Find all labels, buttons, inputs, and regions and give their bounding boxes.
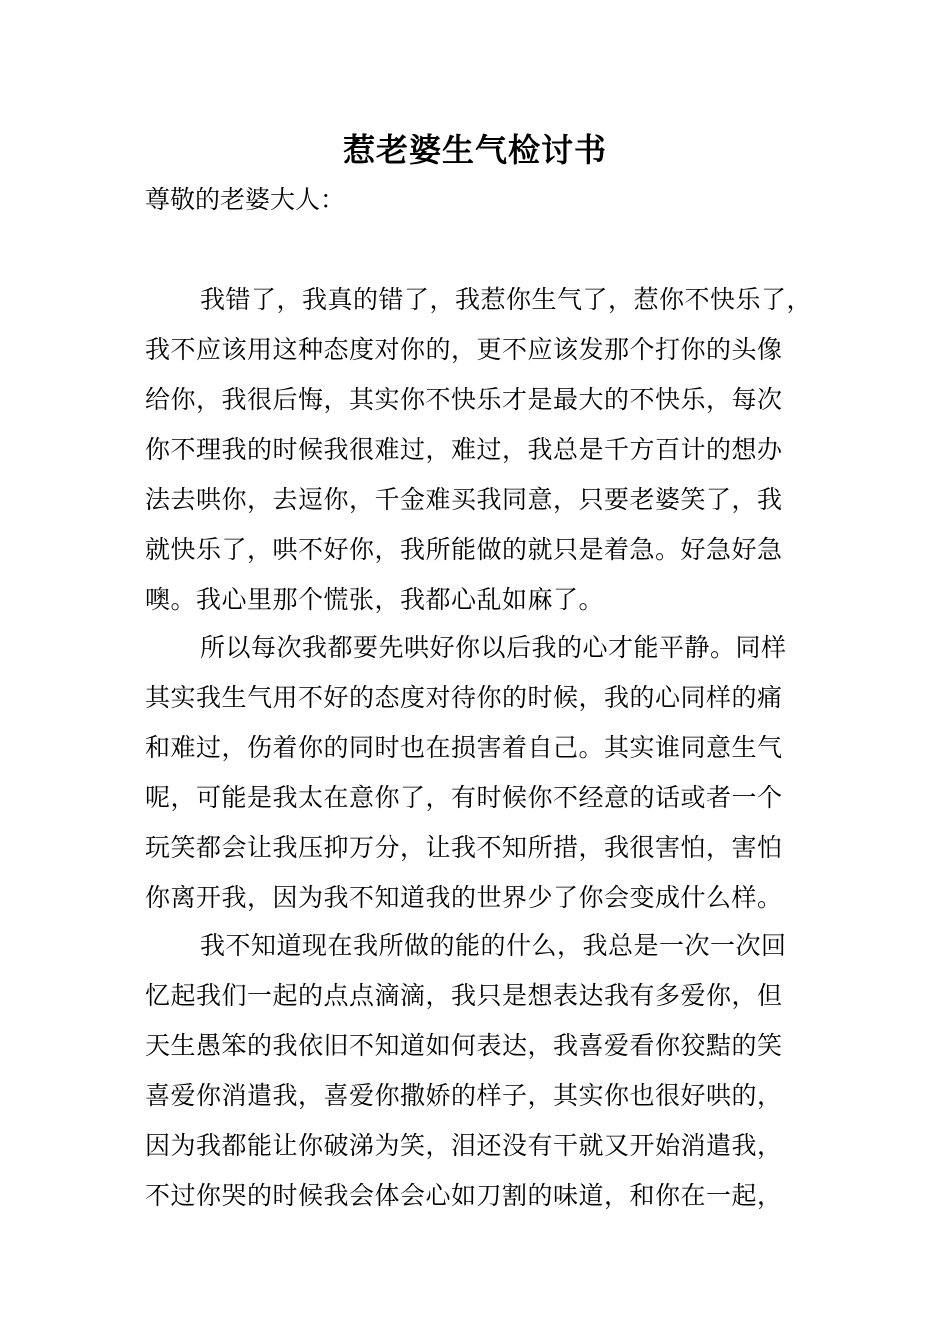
- paragraph-3-line-6: 不过你哭的时候我会体会心如刀割的味道，和你在一起，: [145, 1181, 783, 1210]
- paragraph-3-line-2: 忆起我们一起的点点滴滴，我只是想表达我有多爱你，但: [145, 981, 783, 1010]
- paragraph-3-line-3: 天生愚笨的我依旧不知道如何表达，我喜爱看你狡黠的笑: [145, 1031, 783, 1060]
- paragraph-2-line-3: 和难过，伤着你的同时也在损害着自己。其实谁同意生气: [145, 733, 783, 762]
- paragraph-3-line-5: 因为我都能让你破涕为笑，泪还没有干就又开始消遣我，: [145, 1131, 783, 1160]
- paragraph-1-line-2: 我不应该用这种态度对你的，更不应该发那个打你的头像: [145, 335, 783, 364]
- paragraph-1-line-4: 你不理我的时候我很难过，难过，我总是千方百计的想办: [145, 435, 783, 464]
- paragraph-1-line-6: 就快乐了，哄不好你，我所能做的就只是着急。好急好急: [145, 535, 783, 564]
- paragraph-1-line-7: 噢。我心里那个慌张，我都心乱如麻了。: [145, 585, 605, 614]
- paragraph-3-line-4: 喜爱你消遣我，喜爱你撒娇的样子，其实你也很好哄的，: [145, 1081, 783, 1110]
- document-title: 惹老婆生气检讨书: [342, 131, 607, 169]
- salutation: 尊敬的老婆大人：: [145, 185, 346, 214]
- paragraph-1-line-5: 法去哄你，去逗你，千金难买我同意，只要老婆笑了，我: [145, 485, 783, 514]
- paragraph-2-line-4: 呢，可能是我太在意你了，有时候你不经意的话或者一个: [145, 783, 783, 812]
- paragraph-1-line-3: 给你，我很后悔，其实你不快乐才是最大的不快乐，每次: [145, 385, 783, 414]
- paragraph-2-line-5: 玩笑都会让我压抑万分，让我不知所措，我很害怕，害怕: [145, 833, 783, 862]
- paragraph-2-line-2: 其实我生气用不好的态度对待你的时候，我的心同样的痛: [145, 683, 783, 712]
- paragraph-2-line-1: 所以每次我都要先哄好你以后我的心才能平静。同样: [200, 633, 787, 662]
- paragraph-2-line-6: 你离开我，因为我不知道我的世界少了你会变成什么样。: [145, 883, 783, 912]
- paragraph-1-line-1: 我错了，我真的错了，我惹你生气了，惹你不快乐了，: [200, 285, 813, 314]
- paragraph-3-line-1: 我不知道现在我所做的能的什么，我总是一次一次回: [200, 931, 787, 960]
